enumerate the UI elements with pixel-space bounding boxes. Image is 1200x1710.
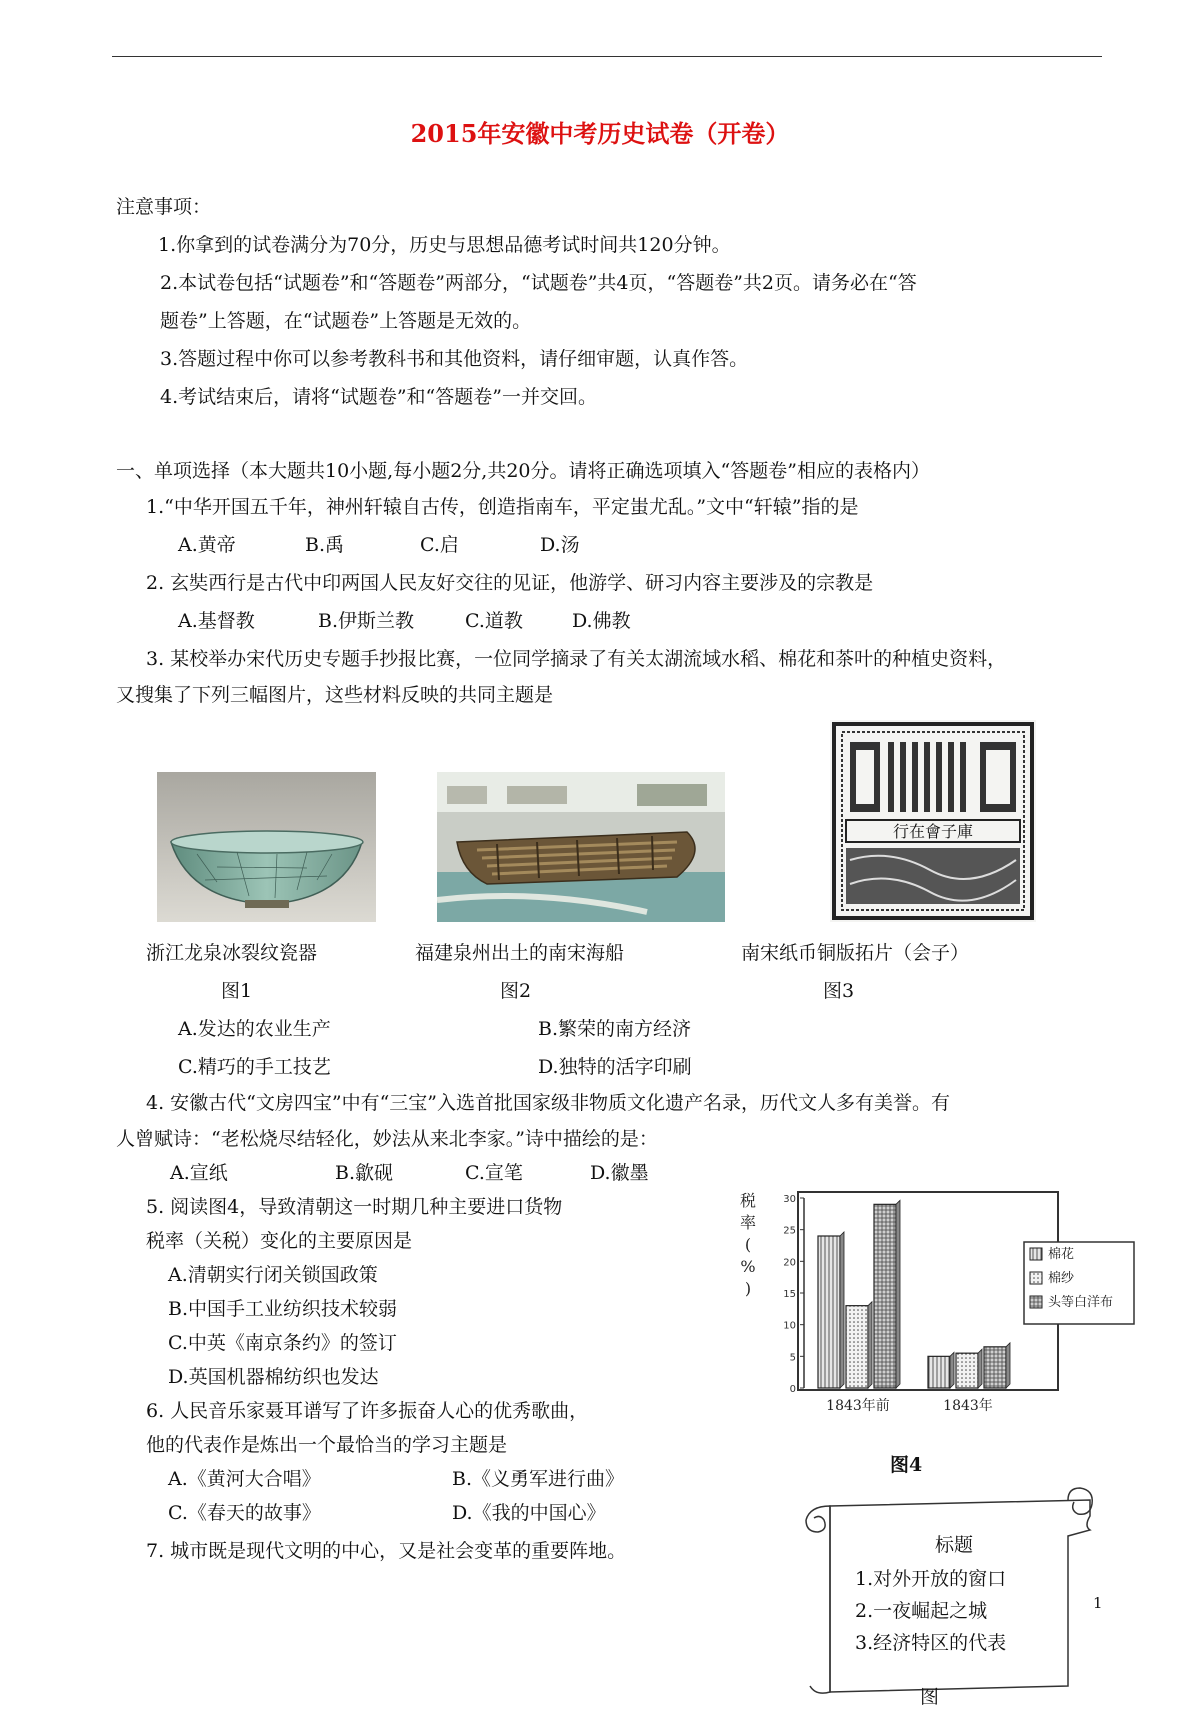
scroll-item: 2.一夜崛起之城 [855, 1600, 988, 1622]
bar-side [950, 1352, 954, 1388]
page-title: 2015年安徽中考历史试卷（开卷） [410, 119, 790, 148]
option-c: C.《春天的故事》 [168, 1502, 321, 1524]
option-b: B.繁荣的南方经济 [538, 1018, 692, 1040]
notice-heading: 注意事项： [116, 196, 212, 218]
question-stem: 6. 人民音乐家聂耳谱写了许多振奋人心的优秀歌曲， [146, 1400, 589, 1422]
option-c: C.精巧的手工技艺 [178, 1056, 331, 1078]
legend-label: 头等白洋布 [1048, 1295, 1114, 1310]
figure-label: 图1 [221, 980, 253, 1002]
notice-item: 1.你拿到的试卷满分为70分，历史与思想品德考试时间共120分钟。 [158, 234, 731, 256]
y-axis-label: ( [744, 1235, 752, 1254]
question-stem-cont: 他的代表作是炼出一个最恰当的学习主题是 [146, 1434, 508, 1456]
y-axis-label: 率 [739, 1213, 757, 1232]
question-stem: 7. 城市既是现代文明的中心，又是社会变革的重要阵地。 [146, 1540, 627, 1562]
option-d: D.佛教 [572, 610, 631, 632]
bar-头等白洋布 [984, 1347, 1006, 1388]
figure-label: 图2 [500, 980, 532, 1002]
option-d: D.徽墨 [590, 1162, 649, 1184]
option-b: B.《义勇军进行曲》 [452, 1468, 625, 1490]
question-stem: 1.“中华开国五千年，神州轩辕自古传，创造指南车，平定蚩尤乱。”文中“轩辕”指的是 [146, 496, 859, 518]
question-stem: 3. 某校举办宋代历史专题手抄报比赛，一位同学摘录了有关太湖流域水稻、棉花和茶叶的种植史资料， [146, 648, 1007, 670]
scroll-frame [800, 1486, 1100, 1698]
figure-caption: 南宋纸币铜版拓片（会子） [741, 942, 970, 964]
legend-swatch [1030, 1296, 1042, 1308]
option-c: C.道教 [465, 610, 523, 632]
figure-caption: 浙江龙泉冰裂纹瓷器 [146, 942, 318, 964]
paper-money-plate-rubbing [830, 720, 1036, 922]
option-c: C.中英《南京条约》的签订 [168, 1332, 397, 1354]
option-b: B.伊斯兰教 [318, 610, 415, 632]
notice-item: 4.考试结束后，请将“试题卷”和“答题卷”一并交回。 [160, 386, 597, 408]
bar-side [840, 1232, 844, 1388]
x-tick-label: 1843年 [943, 1398, 993, 1414]
legend-label: 棉纱 [1048, 1271, 1075, 1286]
question-stem: 5. 阅读图4，导致清朝这一时期几种主要进口货物 [146, 1196, 563, 1218]
option-a: A.黄帝 [178, 534, 236, 556]
legend-label: 棉花 [1048, 1247, 1075, 1262]
question-stem: 2. 玄奘西行是古代中印两国人民友好交往的见证，他游学、研习内容主要涉及的宗教是 [146, 572, 874, 594]
header-rule [112, 56, 1102, 57]
option-a: A.《黄河大合唱》 [168, 1468, 321, 1490]
page-number: 1 [1093, 1594, 1103, 1612]
option-d: D.英国机器棉纺织也发达 [168, 1366, 379, 1388]
option-a: A.清朝实行闭关锁国政策 [168, 1264, 378, 1286]
scroll-item: 1.对外开放的窗口 [855, 1568, 1007, 1590]
bar-头等白洋布 [874, 1204, 896, 1388]
question-stem: 4. 安徽古代“文房四宝”中有“三宝”入选首批国家级非物质文化遗产名录，历代文人多有美誉。有 [146, 1092, 951, 1114]
bar-棉花 [928, 1356, 950, 1388]
y-tick-label: 25 [783, 1225, 796, 1237]
option-a: A.宣纸 [170, 1162, 228, 1184]
bar-棉花 [818, 1236, 840, 1388]
section-heading: 一、单项选择（本大题共10小题,每小题2分,共20分。请将正确选项填入“答题卷”相应的表格内） [116, 460, 930, 482]
option-c: C.启 [420, 534, 459, 556]
option-b: B.禹 [305, 534, 345, 556]
bar-棉纱 [846, 1306, 868, 1388]
question-stem-cont: 税率（关税）变化的主要原因是 [146, 1230, 413, 1252]
y-tick-label: 10 [783, 1320, 796, 1332]
y-tick-label: 15 [783, 1289, 796, 1300]
notice-item: 题卷”上答题，在“试题卷”上答题是无效的。 [160, 310, 532, 332]
bar-side [1006, 1343, 1010, 1388]
question-stem-cont: 又搜集了下列三幅图片，这些材料反映的共同主题是 [116, 684, 554, 706]
option-d: D.《我的中国心》 [452, 1502, 606, 1524]
notice-item: 2.本试卷包括“试题卷”和“答题卷”两部分，“试题卷”共4页，“答题卷”共2页。请务必在“答 [160, 272, 917, 294]
scroll-item: 3.经济特区的代表 [855, 1632, 1007, 1654]
option-a: A.基督教 [178, 610, 255, 632]
bar-side [896, 1200, 900, 1388]
figure-label: 图3 [823, 980, 855, 1002]
y-tick-label: 30 [783, 1194, 796, 1205]
option-b: B.中国手工业纺织技术较弱 [168, 1298, 398, 1320]
bottom-figure-label: 图 [920, 1686, 940, 1708]
legend-swatch [1030, 1272, 1042, 1284]
figure-caption: 福建泉州出土的南宋海船 [415, 942, 625, 964]
celadon-bowl-photo [157, 772, 376, 922]
option-d: D.独特的活字印刷 [538, 1056, 692, 1078]
bar-side [978, 1349, 982, 1388]
legend-swatch [1030, 1248, 1042, 1260]
y-tick-label: 20 [783, 1257, 796, 1269]
plate-top-label: 行在會子庫 [892, 822, 974, 841]
bar-棉纱 [956, 1353, 978, 1388]
y-axis-label: 税 [739, 1191, 757, 1210]
scroll-heading: 标题 [935, 1534, 974, 1556]
y-tick-label: 5 [789, 1352, 796, 1364]
notice-item: 3.答题过程中你可以参考教科书和其他资料，请仔细审题，认真作答。 [160, 348, 749, 370]
x-tick-label: 1843年前 [826, 1398, 890, 1414]
y-tick-label: 0 [789, 1384, 796, 1395]
tariff-bar-chart [728, 1180, 1158, 1440]
option-b: B.歙砚 [335, 1162, 394, 1184]
question-stem-cont: 人曾赋诗：“老松烧尽结轻化，妙法从来北李家。”诗中描绘的是： [116, 1128, 658, 1150]
y-axis-label: ) [744, 1279, 752, 1298]
ancient-ship-photo [437, 772, 725, 922]
bar-side [868, 1302, 872, 1388]
y-axis-label: % [740, 1257, 756, 1276]
option-c: C.宣笔 [465, 1162, 523, 1184]
chart-caption: 图4 [890, 1454, 923, 1476]
option-a: A.发达的农业生产 [178, 1018, 331, 1040]
option-d: D.汤 [540, 534, 580, 556]
